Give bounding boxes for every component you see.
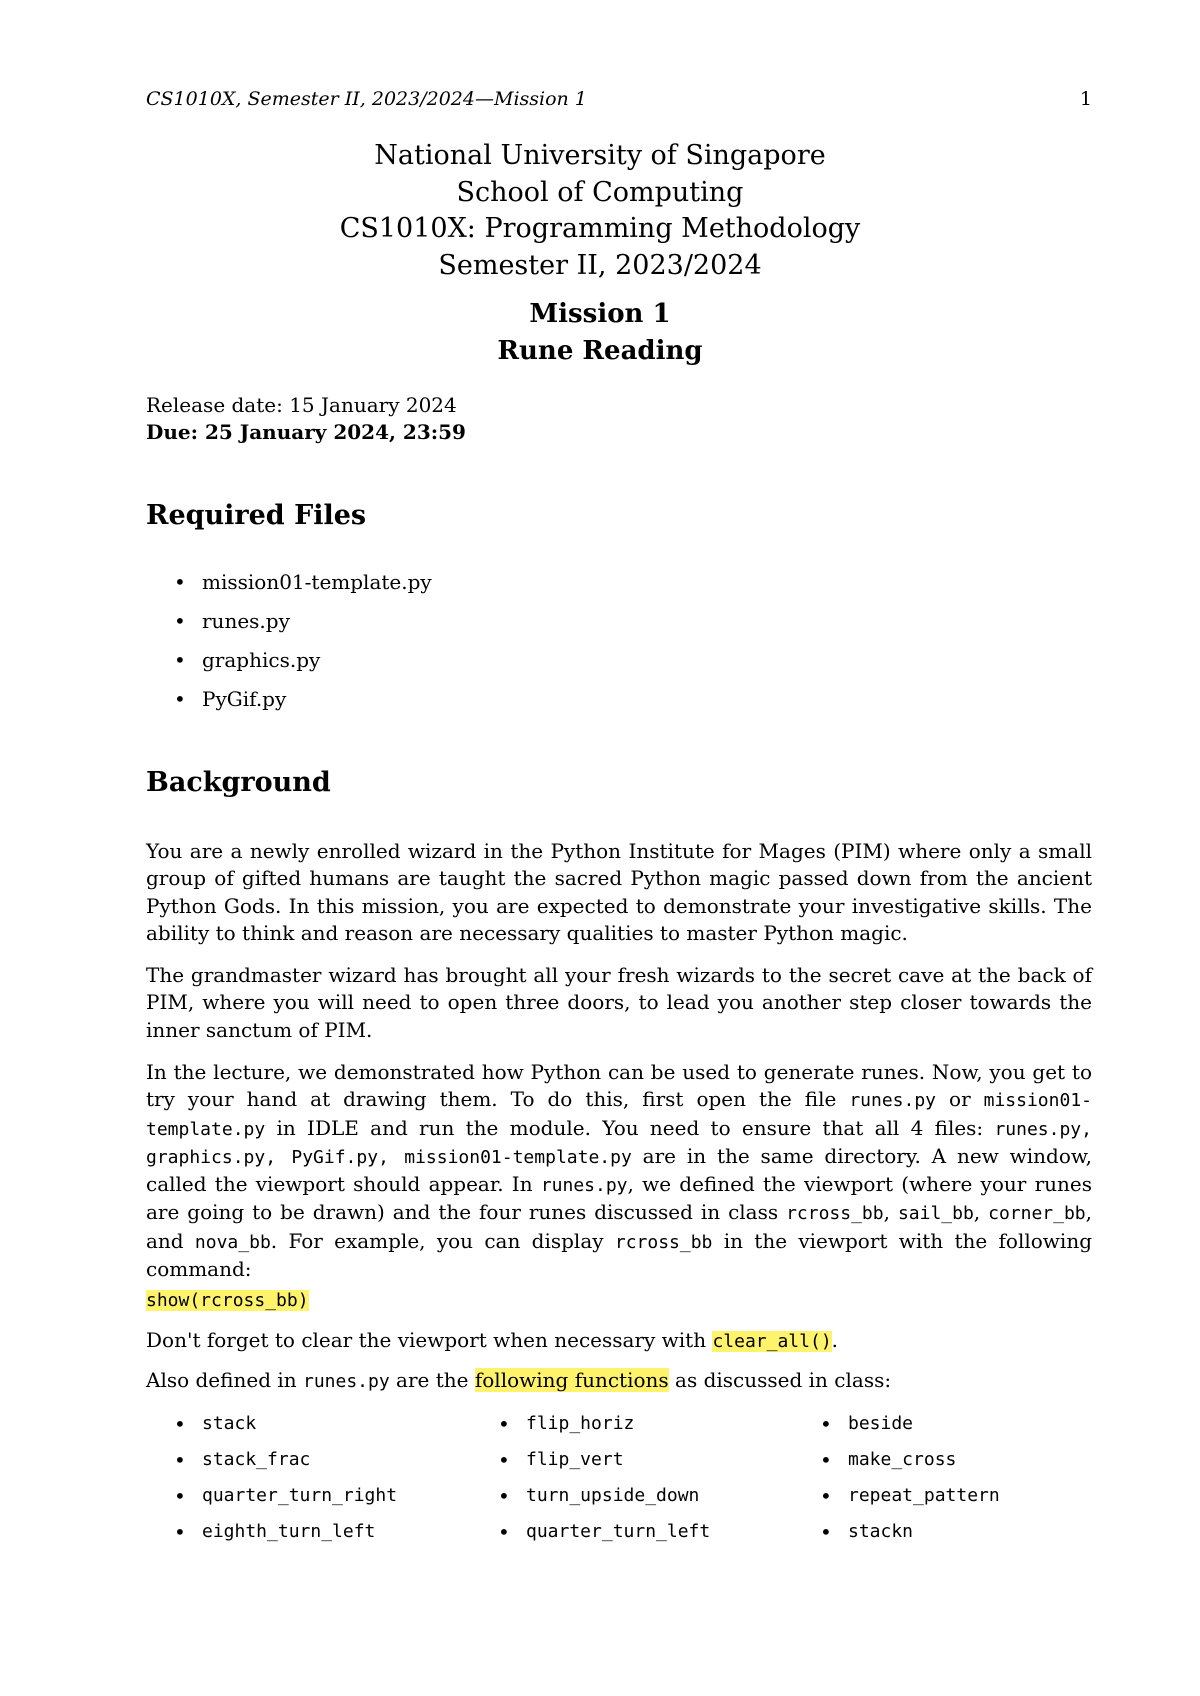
university-name: National University of Singapore	[374, 140, 826, 171]
function-item: • flip_horiz	[498, 1410, 820, 1446]
text-run: .	[831, 1328, 839, 1352]
running-header	[146, 88, 1092, 110]
paragraph-text: The grandmaster wizard has brought all your fresh wizards to the secret cave at the back of PIM, where you will need to open three doors, to lead you another step closer towards the inner sanctum of PIM.	[146, 963, 1092, 1042]
release-date: Release date: 15 January 2024	[146, 393, 457, 417]
text-run: in the viewport with the following command:	[146, 1228, 1093, 1282]
mission-name: Rune Reading	[497, 336, 703, 366]
function-item: • stackn	[820, 1518, 1114, 1554]
clear-all-code: clear_all()	[712, 1331, 832, 1352]
list-item: • mission01-template.py	[174, 568, 432, 607]
running-title: CS1010X, Semester II, 2023/2024—Mission 1	[146, 88, 587, 110]
code-template-py: mission01-template.py	[146, 1090, 1092, 1140]
function-item: • turn_upside_down	[498, 1482, 820, 1518]
list-item: • PyGif.py	[174, 685, 432, 724]
code-corner-bb: corner_bb	[988, 1203, 1086, 1225]
code-runes-py: runes.py	[849, 1090, 937, 1112]
code-rcross-bb: rcross_bb	[614, 1231, 713, 1253]
function-item: • flip_vert	[498, 1446, 820, 1482]
required-files-heading: Required Files	[146, 500, 367, 531]
semester: Semester II, 2023/2024	[438, 249, 762, 281]
background-paragraph-3	[146, 1059, 1092, 1283]
code-nova-bb: nova_bb	[194, 1231, 271, 1253]
background-paragraph-2	[146, 962, 1092, 1044]
text-run: are in the same directory. A new window, called the viewport should appear. In	[146, 1143, 1092, 1197]
text-run: ,	[883, 1200, 898, 1225]
functions-intro	[146, 1367, 1092, 1395]
required-files-list	[174, 568, 432, 724]
background-heading: Background	[146, 767, 331, 798]
paragraph-text: You are a newly enrolled wizard in the Python Institute for Mages (PIM) where only a small group of gifted humans are taught the sacred Python magic passed down from the ancient Python Gods. In this mission, you are expected to demonstrate your investigative skills. The ability to think and reason are necessary qualities to master Python magic.	[146, 839, 1092, 945]
function-item: • stack_frac	[174, 1446, 498, 1482]
course-name: CS1010X: Programming Methodology	[339, 213, 861, 244]
list-item: • runes.py	[174, 607, 432, 646]
code-rcross-bb: rcross_bb	[786, 1203, 884, 1225]
text-run: as discussed in class:	[668, 1368, 892, 1392]
text-run: , we defined the viewport (where your runes are going to be drawn) and the four runes discussed in class	[146, 1172, 1092, 1225]
show-command-code: show(rcross_bb)	[146, 1290, 309, 1311]
function-item: • eighth_turn_left	[174, 1518, 498, 1554]
text-run: ,	[973, 1200, 989, 1225]
dates-block	[146, 392, 466, 446]
function-item: • quarter_turn_left	[498, 1518, 820, 1554]
paragraph-text	[146, 1059, 1092, 1283]
function-item: • beside	[820, 1410, 1114, 1446]
code-sail-bb: sail_bb	[897, 1203, 974, 1225]
text-run: or	[936, 1087, 984, 1112]
text-run: In the lecture, we demonstrated how Python can be used to generate runes. Now, you get to try your hand at drawing them. To do this, first open the file	[146, 1060, 1092, 1112]
background-paragraph-1	[146, 838, 1092, 947]
clear-viewport-note	[146, 1327, 1092, 1355]
text-run: are the	[389, 1368, 475, 1392]
highlighted-text: following functions	[474, 1368, 669, 1392]
mission-title	[0, 296, 1200, 370]
text-run: , and	[146, 1200, 1093, 1253]
text-run: in IDLE and run the module. You need to ensure that all 4 files:	[265, 1115, 995, 1140]
code-runes-py: runes.py	[540, 1175, 628, 1197]
code-runes-py: runes.py	[303, 1371, 390, 1392]
function-item: • stack	[174, 1410, 498, 1446]
code-file-list: runes.py, graphics.py, PyGif.py, mission01-template.py	[146, 1118, 1092, 1168]
text-run: Also defined in	[146, 1368, 303, 1392]
due-date: Due: 25 January 2024, 23:59	[146, 420, 466, 444]
function-item: • make_cross	[820, 1446, 1114, 1482]
text-run: Don't forget to clear the viewport when necessary with	[146, 1328, 713, 1352]
function-item: • quarter_turn_right	[174, 1482, 498, 1518]
title-block	[0, 138, 1200, 284]
page-number: 1	[1079, 88, 1092, 110]
school-name: School of Computing	[456, 176, 744, 208]
function-item: • repeat_pattern	[820, 1482, 1114, 1518]
list-item: • graphics.py	[174, 646, 432, 685]
functions-list	[174, 1410, 1114, 1554]
command-line	[146, 1286, 1092, 1314]
mission-number: Mission 1	[529, 299, 671, 329]
text-run: . For example, you can display	[270, 1228, 615, 1253]
